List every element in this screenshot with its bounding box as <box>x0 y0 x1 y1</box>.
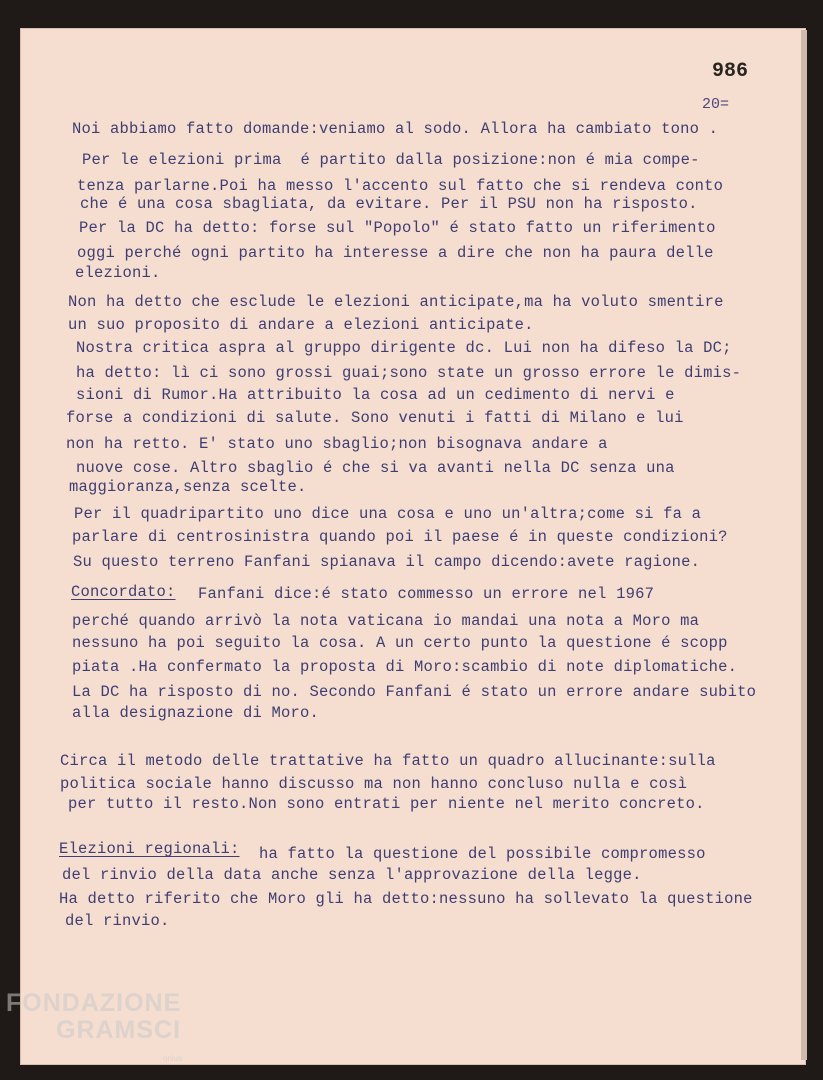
text-line: Non ha detto che esclude le elezioni anticipate,ma ha voluto smentire <box>68 293 724 311</box>
text-line: ha detto: lì ci sono grossi guai;sono state un grosso errore le dimis- <box>76 364 742 382</box>
text-line: parlare di centrosinistra quando poi il paese é in queste condizioni? <box>72 528 728 546</box>
text-line: del rinvio della data anche senza l'approvazione della legge. <box>62 866 642 884</box>
text-line: elezioni. <box>75 264 161 282</box>
text-line: tenza parlarne.Poi ha messo l'accento sul fatto che si rendeva conto <box>77 177 724 195</box>
text-line: nessuno ha poi seguito la cosa. A un certo punto la questione é scopp <box>72 634 728 652</box>
text-line: perché quando arrivò la nota vaticana io mandai una nota a Moro ma <box>72 612 700 630</box>
heading-elezioni-regionali: Elezioni regionali: <box>59 840 240 858</box>
text-line: forse a condizioni di salute. Sono venuti i fatti di Milano e lui <box>66 409 684 427</box>
text-line: un suo proposito di andare a elezioni anticipate. <box>68 316 534 334</box>
text-line: piata .Ha confermato la proposta di Moro:scambio di note diplomatiche. <box>72 658 738 676</box>
watermark-suffix: onlus <box>163 1054 183 1063</box>
text-line: La DC ha risposto di no. Secondo Fanfani é stato un errore andare subito <box>72 683 757 701</box>
text-line: alla designazione di Moro. <box>72 704 320 722</box>
text-line: Ha detto riferito che Moro gli ha detto:nessuno ha sollevato la questione <box>59 890 753 908</box>
text-line: Per la DC ha detto: forse sul "Popolo" é stato fatto un riferimento <box>79 219 716 237</box>
text-line: maggioranza,senza scelte. <box>69 478 307 496</box>
heading-concordato: Concordato: <box>71 583 176 601</box>
page-edge <box>801 30 807 1060</box>
text-line: per tutto il resto.Non sono entrati per niente nel merito concreto. <box>68 795 705 813</box>
text-line: Circa il metodo delle trattative ha fatto un quadro allucinante:sulla <box>60 752 716 770</box>
text-line: Nostra critica aspra al gruppo dirigente dc. Lui non ha difeso la DC; <box>76 339 732 357</box>
text-line: oggi perché ogni partito ha interesse a dire che non ha paura delle <box>77 244 714 262</box>
watermark-logo <box>6 990 181 1044</box>
text-line: Fanfani dice:é stato commesso un errore nel 1967 <box>198 585 655 603</box>
sub-page-number: 20= <box>702 96 730 113</box>
page-number: 986 <box>712 60 749 83</box>
watermark-line1: FONDAZIONE <box>6 989 182 1017</box>
text-line: Per le elezioni prima é partito dalla posizione:non é mia compe- <box>82 151 700 169</box>
text-line: Su questo terreno Fanfani spianava il campo dicendo:avete ragione. <box>73 553 701 571</box>
text-line: del rinvio. <box>65 912 170 930</box>
text-line: ha fatto la questione del possibile compromesso <box>259 845 706 863</box>
text-line: politica sociale hanno discusso ma non hanno concluso nulla e così <box>60 775 688 793</box>
text-line: che é una cosa sbagliata, da evitare. Per il PSU non ha risposto. <box>80 195 698 213</box>
text-line: nuove cose. Altro sbaglio é che si va avanti nella DC senza una <box>76 459 675 477</box>
text-line: Per il quadripartito uno dice una cosa e uno un'altra;come si fa a <box>74 505 702 523</box>
watermark-line2: GRAMSCI <box>56 1016 182 1044</box>
text-line: Noi abbiamo fatto domande:veniamo al sodo. Allora ha cambiato tono . <box>72 120 719 138</box>
text-line: sioni di Rumor.Ha attribuito la cosa ad un cedimento di nervi e <box>76 386 675 404</box>
text-line: non ha retto. E' stato uno sbaglio;non bisognava andare a <box>66 435 608 453</box>
